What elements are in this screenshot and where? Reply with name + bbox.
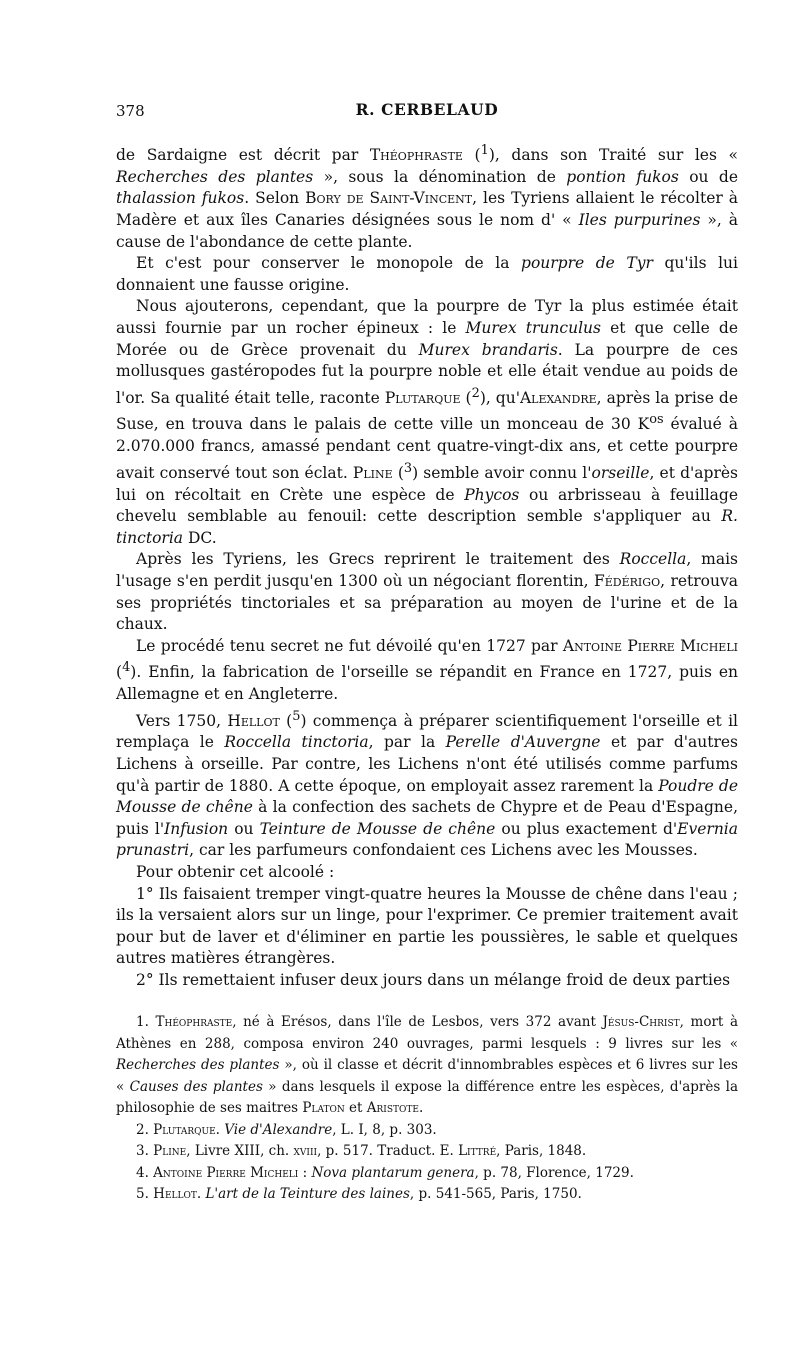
paragraph-procede: Le procédé tenu secret ne fut dévoilé qu'en 1727 par Antoine Pierre Micheli ($^4$). Enfin, la fabrication de l'orseille se répandit en France en 1727, puis en Allemagne et en Angleterre. <box>116 636 738 704</box>
footnotes <box>116 1012 738 1206</box>
body-text <box>116 140 738 992</box>
paragraph-sardaigne: de Sardaigne est décrit par Théophraste ($^1$), dans son Traité sur les « Recherches des plantes », sous la dénomination de pontion fukos ou de thalassion fukos. Selon Bory de Saint-Vincent, les Tyriens allaient le récolter à Madère et aux îles Canaries désignées sous le nom d' « Iles purpurines », à cause de l'abondance de cette plante. <box>116 143 739 251</box>
footnote-ref: 1 <box>480 143 489 158</box>
footnote-ref: 4 <box>122 660 131 676</box>
footnote-5: 5. Hellot. L'art de la Teinture des laines, p. 541-565, Paris, 1750. <box>136 1186 582 1202</box>
running-head-author: R. CERBELAUD <box>355 100 499 119</box>
paragraph-hellot: Vers 1750, Hellot ($^5$) commença à préparer scientifiquement l'orseille et il remplaça le Roccella tinctoria, par la Perelle d'Auvergne et par d'autres Lichens à orseille. Par contre, les Lichens n'ont été utilisés comme parfums qu'à partir de 1880. A cette époque, on employait assez rarement la Poudre de Mousse de chêne à la confection des sachets de Chypre et de Peau d'Espagne, puis l'Infusion ou Teinture de Mousse de chêne ou plus exactement d'Evernia prunastri, car les parfumeurs confondaient ces Lichens avec les Mousses. <box>116 708 739 860</box>
footnote-ref: 2 <box>471 385 480 401</box>
paragraph-murex: Nous ajouterons, cependant, que la pourpre de Tyr la plus estimée était aussi fournie par un rocher épineux : le Murex trunculus et que celle de Morée ou de Grèce provenait du Murex brandaris. La pourpre de ces mollusques gastéropodes fut la pourpre noble et elle était vendue au poids de l'or. Sa qualité était telle, raconte Plutarque ($^2$), qu'Alexandre, après la prise de Suse, en trouva dans le palais de cette ville un monceau de 30 $K^{os}$ évalué à 2.070.000 francs, amassé pendant cent quatre-vingt-dix ans, et cette pourpre avait conservé tout son éclat. Pline ($^3$) semble avoir connu l'orseille, et d'après lui on récoltait en Crète une espèce de Phycos ou arbrisseau à feuillage chevelu semblable au fenouil: cette description semble s'appliquer au R. tinctoria DC. <box>116 297 739 547</box>
footnote-1: 1. Théophraste, né à Erésos, dans l'île de Lesbos, vers 372 avant Jésus-Christ, mort à Athènes en 288, composa environ 240 ouvrages, parmi lesquels : 9 livres sur les « Recherches des plantes », où il classe et décrit d'innombrables espèces et 6 livres sur les « Causes des plantes » dans lesquels il expose la différence entre les espèces, d'après la philosophie de ses maitres Platon et Aristote. <box>116 1014 738 1116</box>
paragraph-monopole: Et c'est pour conserver le monopole de la pourpre de Tyr qu'ils lui donnaient une fausse origine. <box>116 254 738 294</box>
footnote-2: 2. Plutarque. Vie d'Alexandre, L. I, 8, p. 303. <box>136 1121 437 1138</box>
paragraph-alcoole: Pour obtenir cet alcoolé : <box>136 862 335 881</box>
paragraph-tyriens: Après les Tyriens, les Grecs reprirent le traitement des Roccella, mais l'usage s'en perdit jusqu'en 1300 où un négociant florentin, Fédérigo, retrouva ses propriétés tinctoriales et sa préparation au moyen de l'urine et de la chaux. <box>116 550 738 634</box>
footnote-ref: 5 <box>292 708 301 724</box>
paragraph-step-1: 1° Ils faisaient tremper vingt-quatre heures la Mousse de chêne dans l'eau ; ils la versaient alors sur un linge, pour l'exprimer. Ce premier traitement avait pour but de laver et d'éliminer en partie les poussières, le sable et quelques autres matières étrangères. <box>116 884 738 968</box>
running-head <box>116 100 738 124</box>
footnote-ref: 3 <box>403 460 413 476</box>
paragraph-step-2: 2° Ils remettaient infuser deux jours dans un mélange froid de deux parties <box>136 970 731 989</box>
page-number: 378 <box>116 102 145 120</box>
footnote-4: 4. Antoine Pierre Micheli : Nova plantarum genera, p. 78, Florence, 1729. <box>136 1164 634 1181</box>
footnote-3: 3. Pline, Livre XIII, ch. xviii, p. 517. Traduct. E. Littré, Paris, 1848. <box>136 1143 587 1159</box>
